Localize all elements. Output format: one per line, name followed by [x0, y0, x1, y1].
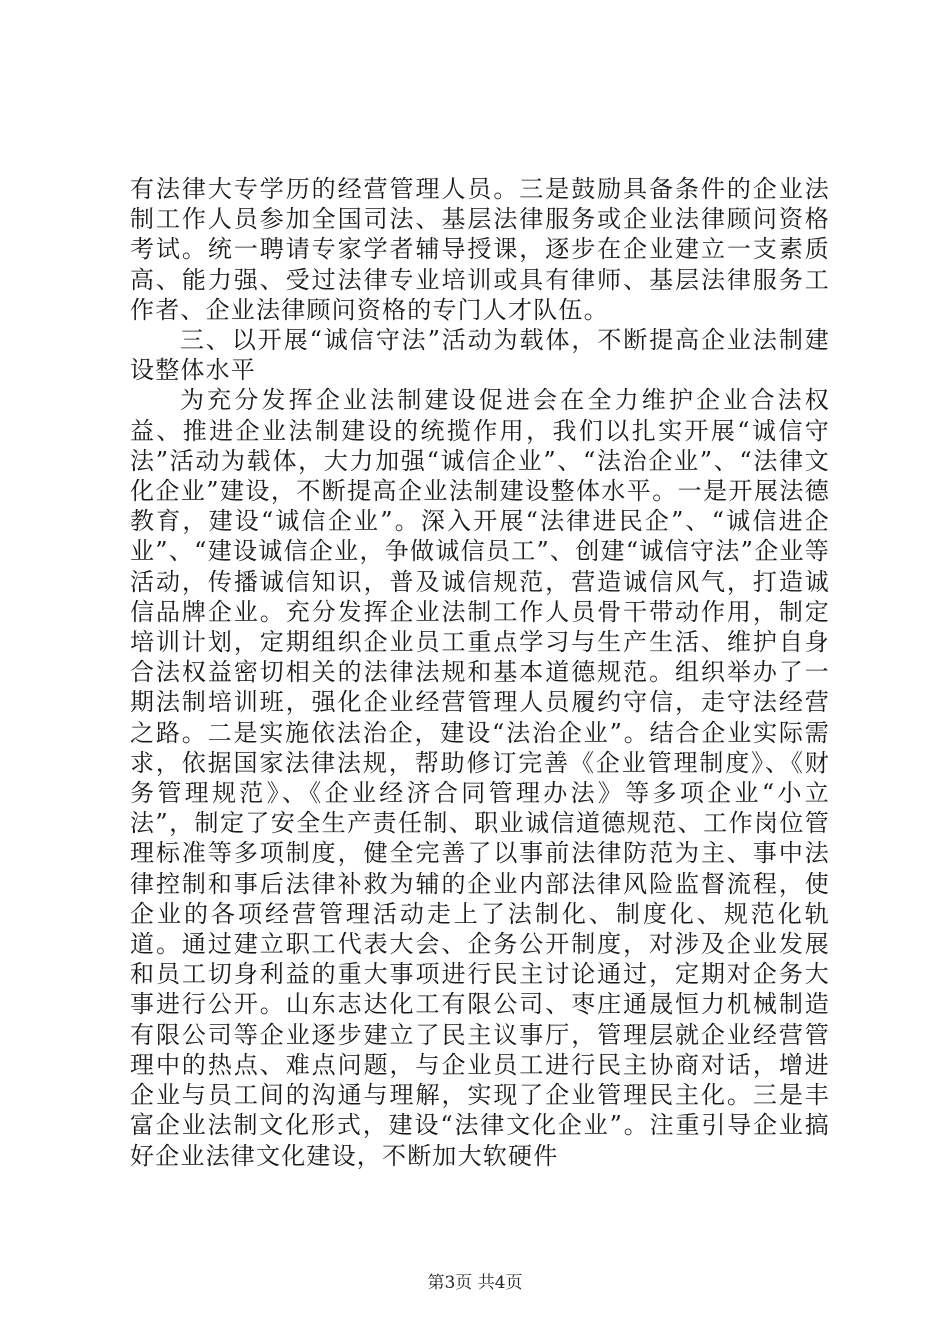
page-footer: 第3页 共4页	[427, 1273, 523, 1293]
section-heading: 三、以开展“诚信守法”活动为载体，不断提高企业法制建设整体水平	[130, 326, 830, 385]
document-body	[130, 174, 830, 1171]
paragraph-continuation: 有法律大专学历的经营管理人员。三是鼓励具备条件的企业法制工作人员参加全国司法、基层法律服务或企业法律顾问资格考试。统一聘请专家学者辅导授课，逐步在企业建立一支素质高、能力强、受过法律专业培训或具有律师、基层法律服务工作者、企业法律顾问资格的专门人才队伍。	[130, 175, 830, 324]
paragraph-body: 为充分发挥企业法制建设促进会在全力维护企业合法权益、推进企业法制建设的统揽作用，我们以扎实开展“诚信守法”活动为载体，大力加强“诚信企业”、“法治企业”、“法律文化企业”建设，不断提高企业法制建设整体水平。一是开展法德教育，建设“诚信企业”。深入开展“法律进民企”、“诚信进企业”、“建设诚信企业，争做诚信员工”、创建“诚信守法”企业等活动，传播诚信知识，普及诚信规范，营造诚信风气，打造诚信品牌企业。充分发挥企业法制工作人员骨干带动作用，制定培训计划，定期组织企业员工重点学习与生产生活、维护自身合法权益密切相关的法律法规和基本道德规范。组织举办了一期法制培训班，强化企业经营管理人员履约守信，走守法经营之路。二是实施依法治企，建设“法治企业”。结合企业实际需求，依据国家法律法规，帮助修订完善《企业管理制度》、《财务管理规范》、《企业经济合同管理办法》等多项企业“小立法”，制定了安全生产责任制、职业诚信道德规范、工作岗位管理标准等多项制度，健全完善了以事前法律防范为主、事中法律控制和事后法律补救为辅的企业内部法律风险监督流程，使企业的各项经营管理活动走上了法制化、制度化、规范化轨道。通过建立职工代表大会、企务公开制度，对涉及企业发展和员工切身利益的重大事项进行民主讨论通过，定期对企务大事进行公开。山东志达化工有限公司、枣庄通晟恒力机械制造有限公司等企业逐步建立了民主议事厅，管理层就企业经营管理中的热点、难点问题，与企业员工进行民主协商对话，增进企业与员工间的沟通与理解，实现了企业管理民主化。三是丰富企业法制文化形式，建设“法律文化企业”。注重引导企业搞好企业法律文化建设，不断加大软硬件	[130, 386, 830, 1170]
